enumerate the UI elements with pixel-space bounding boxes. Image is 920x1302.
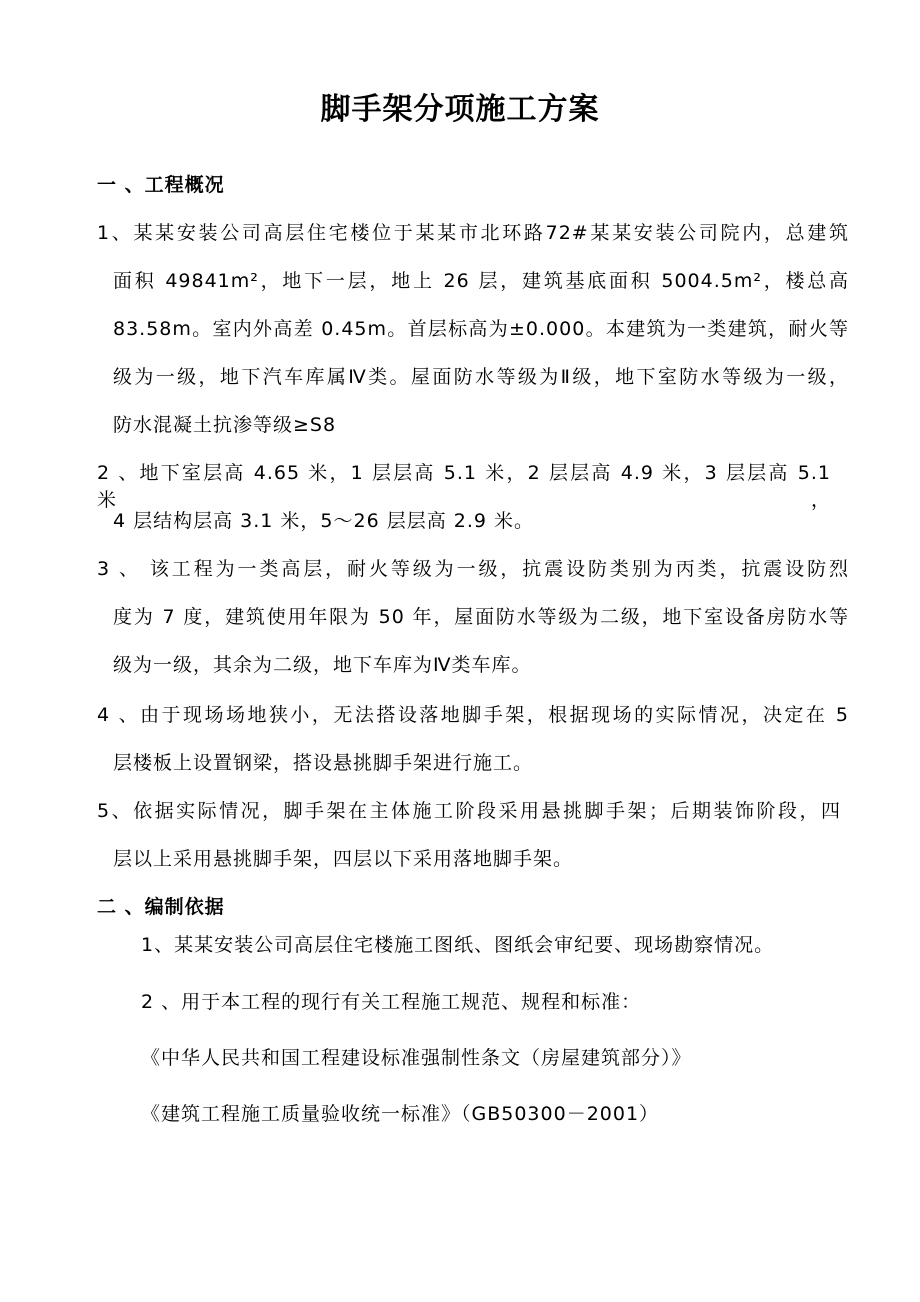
- basis-standard-2: 《建筑工程施工质量验收统一标准》（GB50300－2001）: [141, 1103, 660, 1125]
- overview-item-3-line-3: 级为一级，其余为二级，地下车库为Ⅳ类车库。: [113, 654, 532, 676]
- overview-item-3-line-1: 3 、 该工程为一类高层，耐火等级为一级，抗震设防类别为丙类，抗震设防烈: [97, 558, 849, 580]
- overview-item-1-line-4: 级为一级，地下汽车库属Ⅳ类。屋面防水等级为Ⅱ级，地下室防水等级为一级，: [113, 366, 849, 388]
- overview-item-3-line-2: 度为 7 度，建筑使用年限为 50 年，屋面防水等级为二级，地下室设备房防水等: [113, 606, 849, 628]
- section-heading-basis: 二 、编制依据: [97, 896, 225, 918]
- overview-item-5-line-1: 5、依据实际情况，脚手架在主体施工阶段采用悬挑脚手架；后期装饰阶段，四: [97, 800, 841, 822]
- overview-item-5-line-2: 层以上采用悬挑脚手架，四层以下采用落地脚手架。: [113, 848, 574, 870]
- section-heading-overview: 一 、工程概况: [97, 174, 225, 196]
- overview-item-4-line-2: 层楼板上设置钢梁，搭设悬挑脚手架进行施工。: [113, 752, 534, 774]
- basis-standard-1: 《中华人民共和国工程建设标准强制性条文（房屋建筑部分）》: [141, 1047, 692, 1069]
- overview-item-1-line-2: 面积 49841m²，地下一层，地上 26 层，建筑基底面积 5004.5m²，楼总高: [113, 270, 849, 292]
- overview-item-1-line-1: 1、某某安装公司高层住宅楼位于某某市北环路72#某某安装公司院内，总建筑: [97, 222, 849, 244]
- overview-item-4-line-1: 4 、由于现场场地狭小，无法搭设落地脚手架，根据现场的实际情况，决定在 5: [97, 704, 849, 726]
- overview-item-1-line-5: 防水混凝土抗渗等级≥S8: [113, 414, 337, 436]
- overview-item-1-line-3: 83.58m。室内外高差 0.45m。首层标高为±0.000。本建筑为一类建筑，耐火等: [113, 318, 849, 340]
- overview-item-2-line-1: 2 、地下室层高 4.65 米，1 层层高 5.1 米，2 层层高 4.9 米，3 层层高 5.1 米，: [97, 462, 831, 511]
- basis-item-1: 1、某某安装公司高层住宅楼施工图纸、图纸会审纪要、现场勘察情况。: [141, 934, 775, 956]
- overview-item-2-line-2: 4 层结构层高 3.1 米，5～26 层层高 2.9 米。: [113, 510, 535, 532]
- basis-item-2: 2 、用于本工程的现行有关工程施工规范、规程和标准：: [141, 991, 642, 1013]
- page-title: 脚手架分项施工方案: [320, 92, 600, 127]
